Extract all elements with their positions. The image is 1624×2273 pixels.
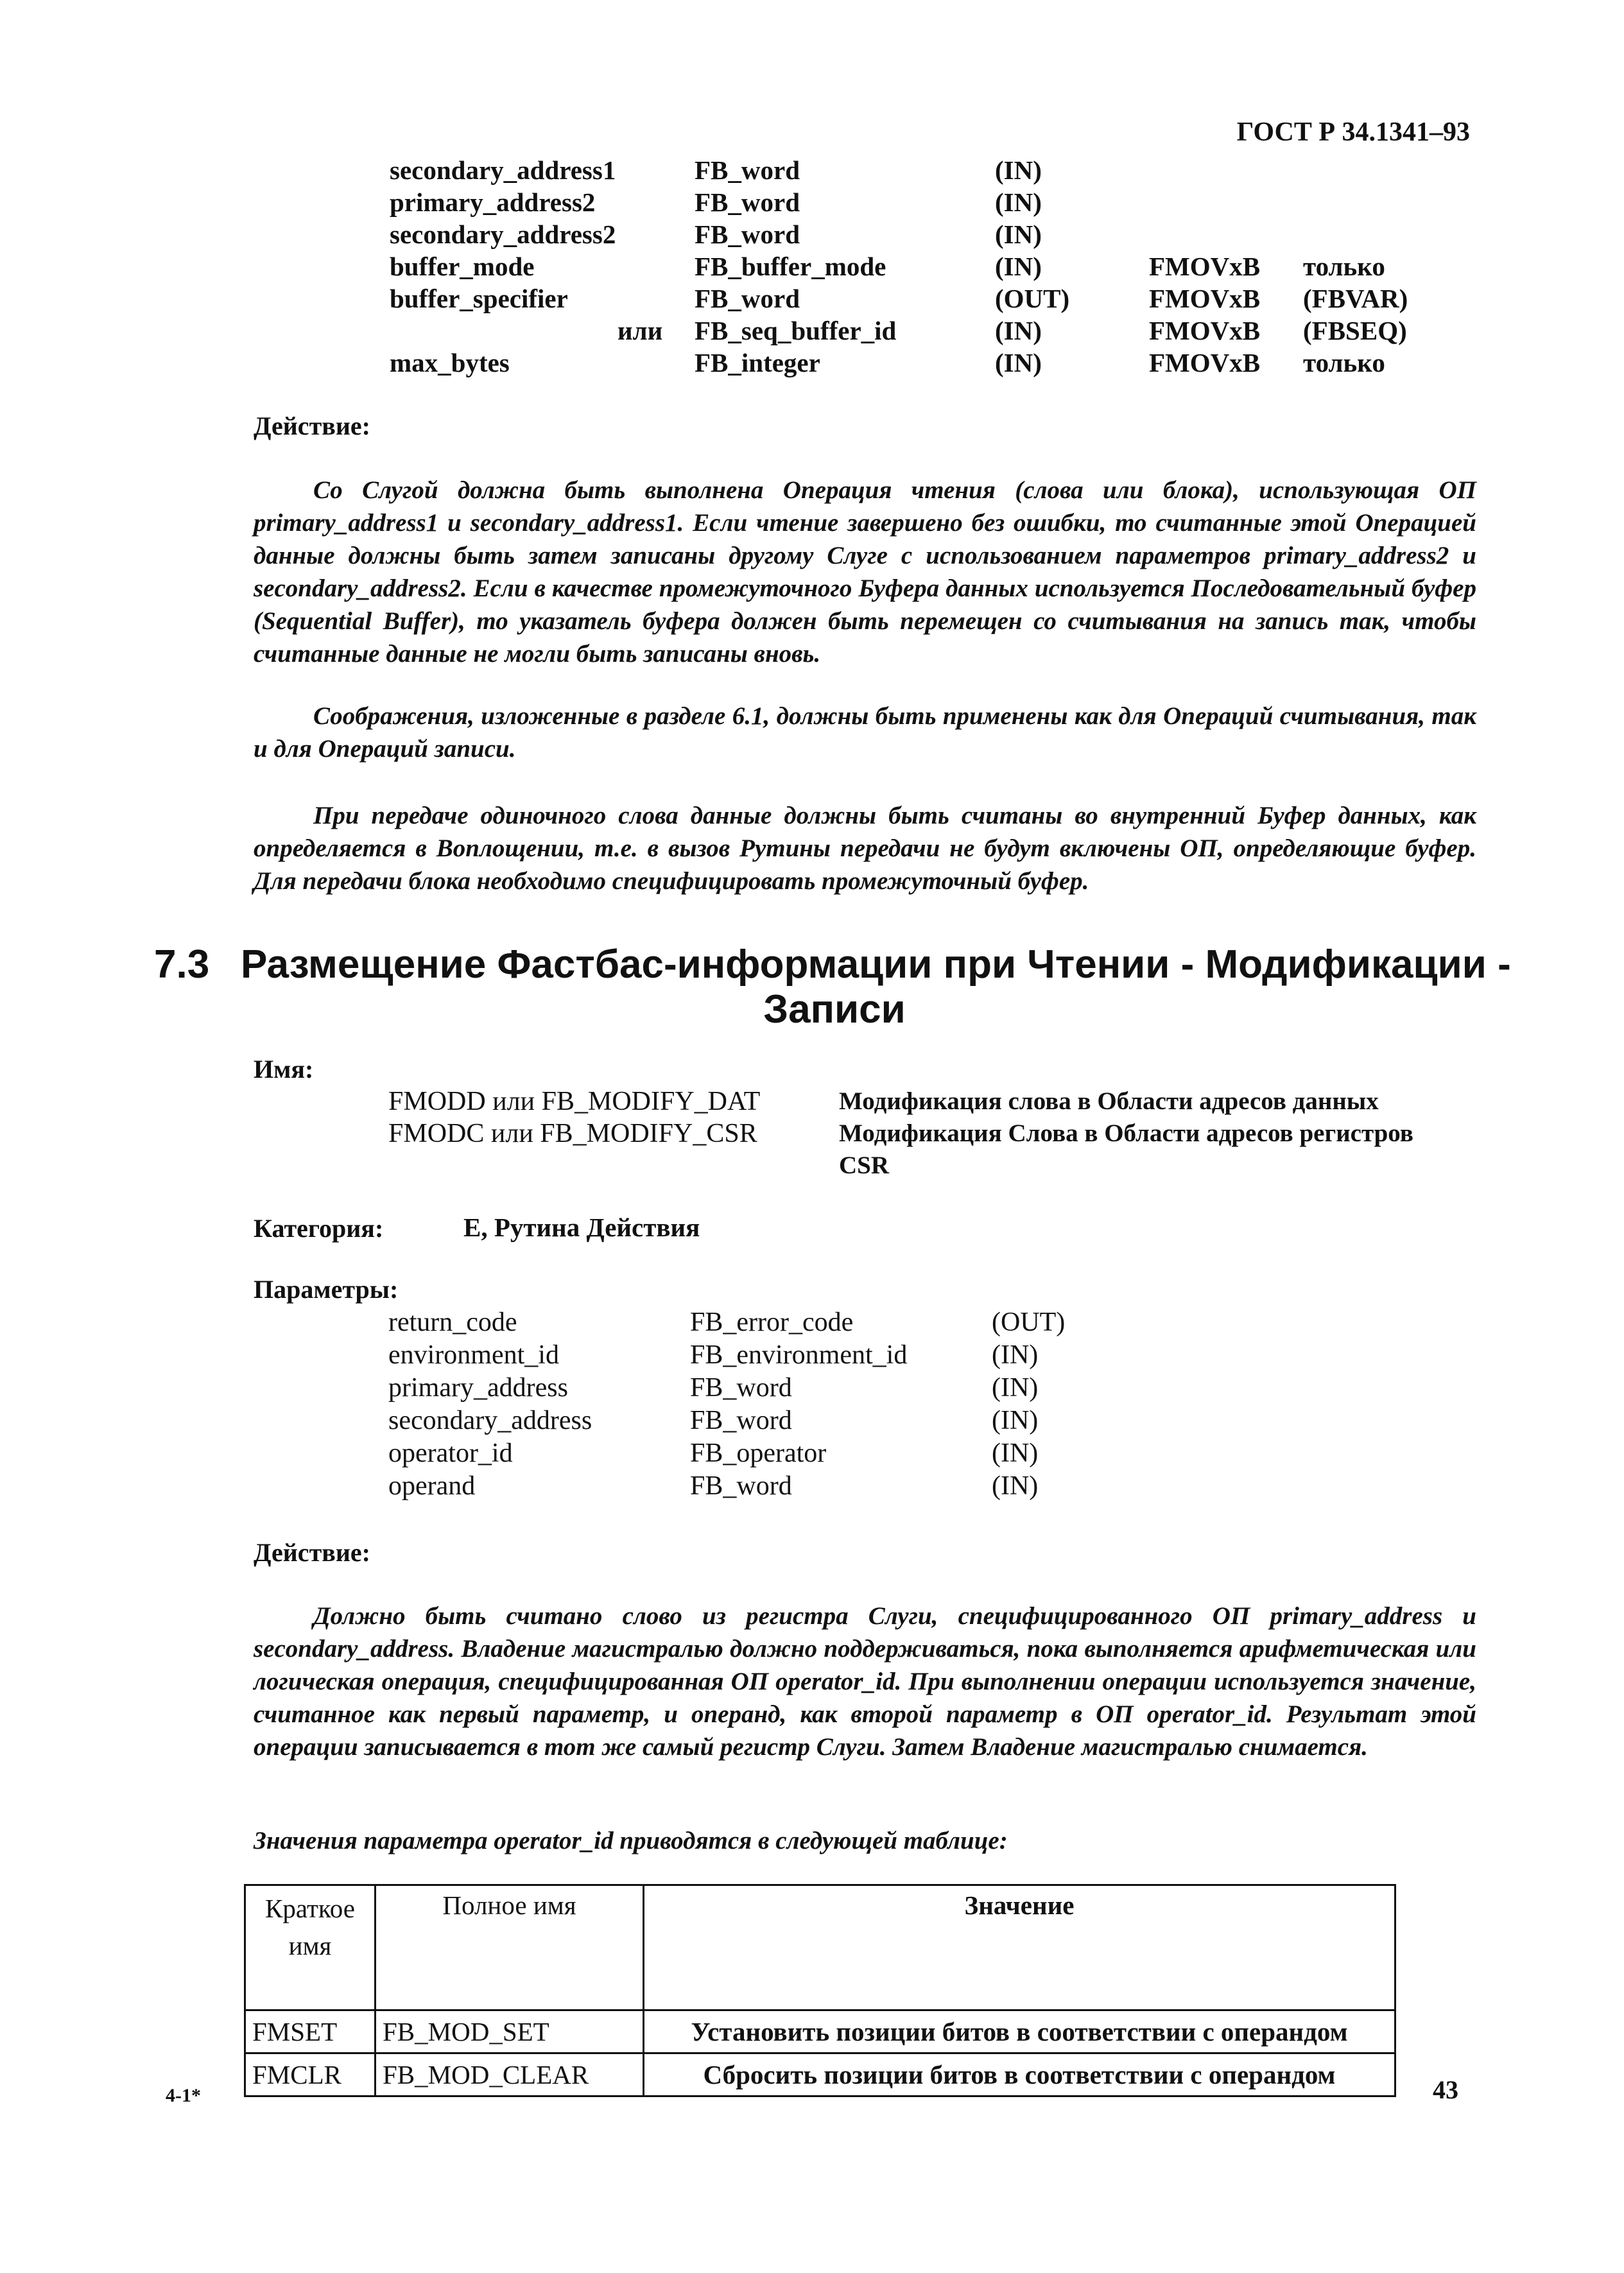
param-row xyxy=(0,1306,1624,1339)
param-row xyxy=(0,282,1624,315)
action-paragraph: Соображения, изложенные в разделе 6.1, должны быть применены как для Операций считывания, так и для Операций записи. xyxy=(254,702,1476,763)
param-note: (FBVAR) xyxy=(1303,284,1408,313)
param-row xyxy=(0,1470,1624,1503)
param-note: только xyxy=(1303,252,1385,281)
param-type: FB_word xyxy=(690,1471,792,1501)
param-row xyxy=(0,1372,1624,1404)
param-name: secondary_address1 xyxy=(390,155,616,185)
param-row xyxy=(0,186,1624,218)
param-type: FB_word xyxy=(695,155,800,185)
action-paragraph: Со Слугой должна быть выполнена Операция чтения (слова или блока), использующая ОП primary_address1 и secondary_address1. Если чтение завершено без ошибки, то считанные этой Операцией данные должны быть затем записаны другому Слуге с использованием параметров primary_address2 и secondary_address2. Если в качестве промежуточного Буфера данных используется Последовательный буфер (Sequential Buffer), то указатель буфера должен быть перемещен со считывания на запись так, чтобы считанные данные не могли быть записаны вновь. xyxy=(254,476,1476,668)
param-dir: (IN) xyxy=(995,187,1042,217)
param-name: secondary_address xyxy=(388,1406,592,1435)
param-row xyxy=(0,218,1624,250)
header-full-name: Полное имя xyxy=(376,1885,644,2010)
param-type: FB_buffer_mode xyxy=(695,252,886,281)
routine-code: FMODD или FB_MODIFY_DAT xyxy=(388,1087,761,1116)
param-name: buffer_specifier xyxy=(390,284,568,313)
header-meaning: Значение xyxy=(644,1885,1395,2010)
param-dir: (IN) xyxy=(992,1373,1039,1403)
cell-full: FB_MOD_SET xyxy=(376,2010,644,2053)
routine-description: Модификация слова в Области адресов данных xyxy=(839,1087,1379,1115)
param-dir: (IN) xyxy=(992,1439,1039,1468)
header-short-name: Краткое имя xyxy=(245,1885,376,2010)
param-dir: (IN) xyxy=(995,155,1042,185)
param-row xyxy=(0,1339,1624,1372)
table-header-row xyxy=(245,1885,1395,2010)
param-dir: (IN) xyxy=(992,1406,1039,1435)
action-paragraph: При передаче одиночного слова данные должны быть считаны во внутренний Буфер данных, как определяется в Воплощении, т.е. в вызов Рутины передачи не будут включены ОП, определяющие буфер. Для передачи блока необходимо специфицировать промежуточный буфер. xyxy=(254,802,1476,895)
param-note: только xyxy=(1303,348,1385,377)
param-type: FB_error_code xyxy=(690,1308,854,1337)
param-type: FB_word xyxy=(695,284,800,313)
page-number: 43 xyxy=(1433,2075,1458,2104)
param-type: FB_word xyxy=(690,1406,792,1435)
param-type: FB_word xyxy=(695,187,800,217)
param-name: secondary_address2 xyxy=(390,220,616,249)
cell-meaning: Сбросить позиции битов в соответствии с операндом xyxy=(644,2053,1395,2096)
param-dir: (OUT) xyxy=(992,1308,1066,1337)
params-label: Параметры: xyxy=(254,1275,399,1304)
param-dir: (IN) xyxy=(995,348,1042,377)
category-value: E, Рутина Действия xyxy=(463,1213,700,1242)
param-dir: (IN) xyxy=(995,252,1042,281)
param-row xyxy=(0,154,1624,186)
param-row xyxy=(0,250,1624,282)
param-row xyxy=(0,1404,1624,1437)
param-note: (FBSEQ) xyxy=(1303,316,1407,345)
param-routine: FMOVxB xyxy=(1149,316,1261,345)
param-name: primary_address xyxy=(388,1373,568,1403)
param-type: FB_environment_id xyxy=(690,1340,908,1370)
param-type: FB_integer xyxy=(695,348,820,377)
cell-full: FB_MOD_CLEAR xyxy=(376,2053,644,2096)
param-type: FB_word xyxy=(695,220,800,249)
section-title-line2: Записи xyxy=(763,987,906,1032)
param-name: operand xyxy=(388,1471,476,1501)
name-row xyxy=(0,1117,1624,1181)
param-routine: FMOVxB xyxy=(1149,284,1261,313)
param-routine: FMOVxB xyxy=(1149,252,1261,281)
param-row xyxy=(0,347,1624,379)
cell-short: FMSET xyxy=(245,2010,376,2053)
section-title-line1: Размещение Фастбас-информации при Чтении - Модификации - xyxy=(241,942,1511,987)
param-name: primary_address2 xyxy=(390,187,596,217)
table-row xyxy=(245,2010,1395,2053)
standard-number: ГОСТ Р 34.1341–93 xyxy=(1236,117,1470,147)
param-type: FB_operator xyxy=(690,1439,827,1468)
operator-table xyxy=(244,1884,1396,2097)
table-row xyxy=(245,2053,1395,2096)
action-label: Действие: xyxy=(254,1538,370,1567)
param-row xyxy=(0,315,1624,347)
action-label: Действие: xyxy=(254,411,370,440)
param-name: environment_id xyxy=(388,1340,559,1370)
section-number: 7.3 xyxy=(154,942,210,987)
routine-description: Модификация Слова в Области адресов регистров xyxy=(839,1119,1413,1147)
param-dir: (IN) xyxy=(995,316,1042,345)
param-name: max_bytes xyxy=(390,348,510,377)
table-intro: Значения параметра operator_id приводятся в следующей таблице: xyxy=(254,1827,1008,1854)
routine-description-cont: CSR xyxy=(839,1152,890,1179)
name-label: Имя: xyxy=(254,1055,314,1084)
cell-meaning: Установить позиции битов в соответствии с операндом xyxy=(644,2010,1395,2053)
category-label: Категория: xyxy=(254,1214,384,1243)
param-name: return_code xyxy=(388,1308,517,1337)
param-dir: (IN) xyxy=(992,1340,1039,1370)
param-dir: (OUT) xyxy=(995,284,1070,313)
param-row xyxy=(0,1437,1624,1470)
action-paragraph: Должно быть считано слово из регистра Слуги, специфицированного ОП primary_address и secondary_address. Владение магистралью должно поддерживаться, пока выполняется арифметическая или логическая операция, специфицированная ОП operator_id. При выполнении операции используется значение, считанное как первый параметр, и операнд, как второй параметр в ОП operator_id. Результат этой операции записывается в тот же самый регистр Слуги. Затем Владение магистралью снимается. xyxy=(254,1602,1476,1761)
param-name: buffer_mode xyxy=(390,252,535,281)
param-dir: (IN) xyxy=(992,1471,1039,1501)
signature-mark: 4-1* xyxy=(166,2085,201,2106)
routine-code: FMODC или FB_MODIFY_CSR xyxy=(388,1119,757,1148)
name-row xyxy=(0,1085,1624,1118)
param-type: FB_word xyxy=(690,1373,792,1403)
param-routine: FMOVxB xyxy=(1149,348,1261,377)
cell-short: FMCLR xyxy=(245,2053,376,2096)
param-type: FB_seq_buffer_id xyxy=(695,316,897,345)
param-dir: (IN) xyxy=(995,220,1042,249)
param-name: operator_id xyxy=(388,1439,513,1468)
param-alt-word: или xyxy=(618,316,663,345)
